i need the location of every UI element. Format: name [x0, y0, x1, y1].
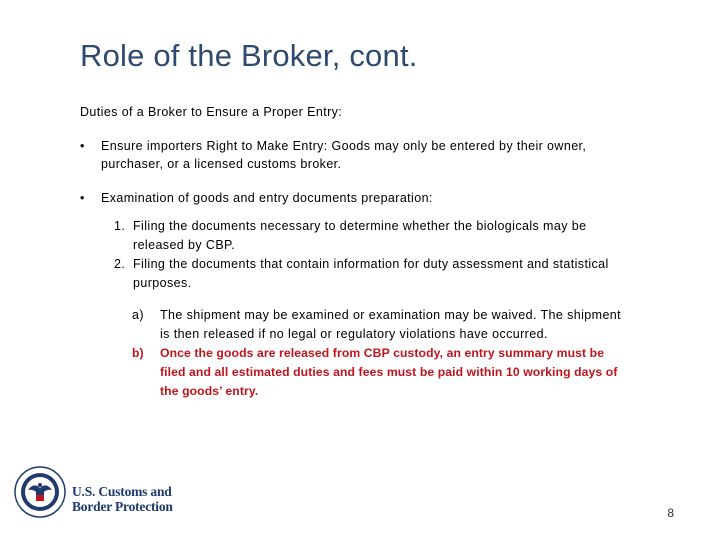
intro-text: Duties of a Broker to Ensure a Proper Entry:	[80, 105, 343, 119]
numbered-text: Filing the documents necessary to determine whether the biologicals may be released by CBP.	[133, 219, 587, 252]
bullet-item	[80, 137, 620, 173]
lettered-item-emphasis	[132, 344, 622, 401]
lettered-list	[132, 306, 622, 401]
page-number: 8	[667, 506, 674, 520]
logo-wordmark	[72, 484, 173, 514]
numbered-list	[114, 217, 624, 293]
logo-line-1: U.S. Customs and	[72, 484, 172, 499]
bullet-item	[80, 189, 620, 207]
bullet-text: Examination of goods and entry documents preparation:	[101, 191, 433, 205]
letter-marker: a)	[132, 308, 144, 322]
numbered-item	[114, 255, 624, 293]
bullet-text: Ensure importers Right to Make Entry: Goods may only be entered by their owner, purchaser, or a licensed customs broker.	[101, 139, 587, 171]
dhs-seal-icon	[14, 466, 66, 518]
number-marker: 1.	[114, 219, 126, 233]
bullet-list	[80, 137, 620, 223]
number-marker: 2.	[114, 257, 126, 271]
lettered-text: Once the goods are released from CBP custody, an entry summary must be filed and all estimated duties and fees must be paid within 10 working days of the goods’ entry.	[160, 346, 618, 398]
logo-line-2: Border Protection	[72, 499, 173, 514]
bullet-marker: •	[80, 191, 85, 205]
lettered-item	[132, 306, 622, 344]
letter-marker: b)	[132, 346, 144, 360]
numbered-item	[114, 217, 624, 255]
numbered-text: Filing the documents that contain information for duty assessment and statistical purposes.	[133, 257, 609, 290]
slide-title: Role of the Broker, cont.	[80, 38, 418, 73]
bullet-marker: •	[80, 139, 85, 153]
lettered-text: The shipment may be examined or examination may be waived. The shipment is then released if no legal or regulatory violations have occurred.	[160, 308, 622, 341]
cbp-logo	[14, 466, 194, 526]
